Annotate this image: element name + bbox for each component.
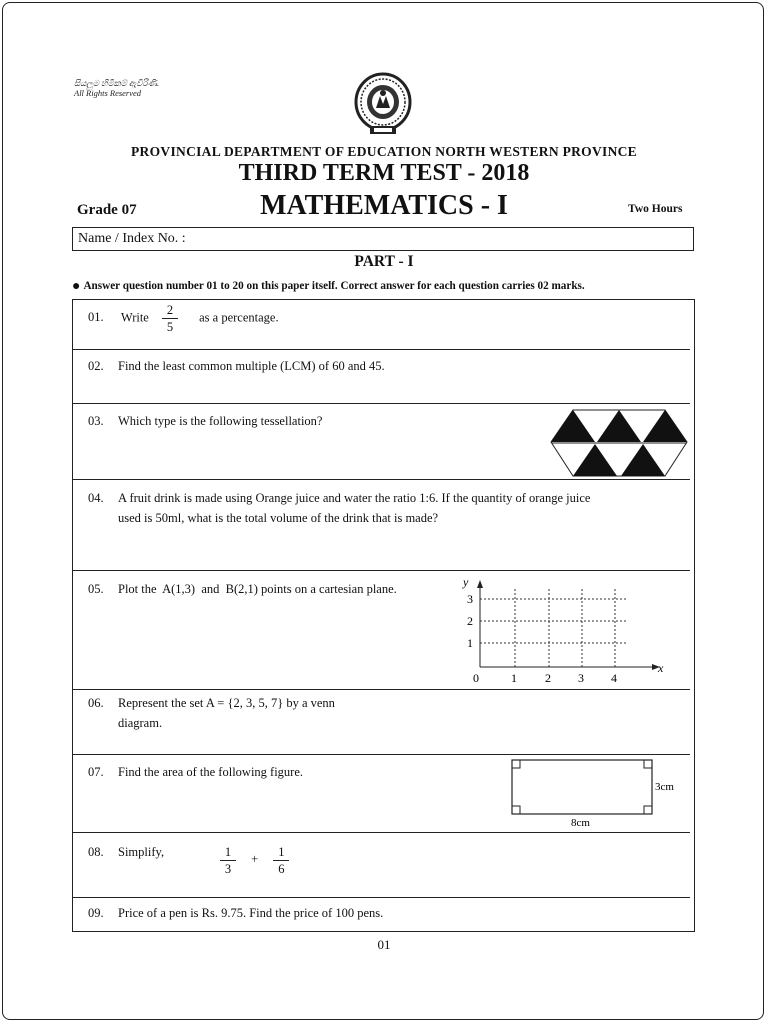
question-divider bbox=[72, 479, 690, 480]
question-divider bbox=[72, 897, 690, 898]
duration-label: Two Hours bbox=[628, 203, 683, 215]
name-index-label: Name / Index No. : bbox=[78, 231, 186, 246]
rights-english: All Rights Reserved bbox=[74, 88, 142, 98]
subject-title: MATHEMATICS - I bbox=[260, 190, 508, 221]
cartesian-grid bbox=[455, 575, 670, 687]
question-divider bbox=[72, 689, 690, 690]
question-07: 07. Find the area of the following figure. bbox=[88, 765, 304, 779]
question-divider bbox=[72, 570, 690, 571]
question-02: 02. Find the least common multiple (LCM) of 60 and 45. bbox=[88, 359, 385, 373]
question-05: 05. Plot the A(1,3) and B(2,1) points on a cartesian plane. bbox=[88, 582, 397, 596]
fraction: $\frac{1}{3}$ bbox=[220, 845, 236, 876]
emblem-icon bbox=[352, 72, 414, 138]
question-09: 09. Price of a pen is Rs. 9.75. Find the price of 100 pens. bbox=[88, 906, 384, 920]
bullet-icon: ● bbox=[72, 279, 81, 294]
simplify-expression: $\frac{1}{3}$ + $\frac{1}{6}$ bbox=[220, 845, 289, 876]
part-title: PART - I bbox=[354, 253, 414, 270]
term-test-title: THIRD TERM TEST - 2018 bbox=[238, 160, 530, 186]
x-axis-label: x bbox=[658, 661, 664, 675]
question-06: 06. Represent the set A = {2, 3, 5, 7} by a venn diagram. bbox=[88, 696, 335, 730]
question-divider bbox=[72, 349, 690, 350]
grade-label: Grade 07 bbox=[77, 202, 137, 218]
x-tick: 0 bbox=[473, 671, 479, 685]
y-tick: 3 bbox=[467, 592, 473, 606]
x-tick: 4 bbox=[611, 671, 617, 685]
question-04: 04. A fruit drink is made using Orange juice and water the ratio 1:6. If the quantity of orange juice used is 50ml, what is the total volume of the drink that is made? bbox=[88, 491, 591, 525]
rectangle-figure bbox=[508, 756, 683, 830]
question-divider bbox=[72, 832, 690, 833]
instruction bbox=[72, 278, 585, 294]
rights-sinhala: සියලුම හිමිකම් ඇවිරිණි. bbox=[74, 78, 160, 88]
question-01: 01. Write $\frac{2}{5}$ as a percentage. bbox=[88, 303, 279, 334]
copyright-notice bbox=[74, 78, 159, 98]
x-tick: 1 bbox=[511, 671, 517, 685]
page-number: 01 bbox=[377, 937, 391, 952]
fraction: $\frac{2}{5}$ bbox=[162, 303, 178, 334]
width-label: 8cm bbox=[571, 817, 590, 829]
x-tick: 3 bbox=[578, 671, 584, 685]
question-divider bbox=[72, 754, 690, 755]
height-label: 3cm bbox=[655, 781, 674, 793]
question-03: 03. Which type is the following tessellation? bbox=[88, 414, 323, 428]
instruction-text: Answer question number 01 to 20 on this paper itself. Correct answer for each question carries 02 marks. bbox=[83, 280, 585, 292]
name-index-field[interactable] bbox=[72, 227, 694, 251]
x-tick: 2 bbox=[545, 671, 551, 685]
question-divider bbox=[72, 403, 690, 404]
y-tick: 2 bbox=[467, 614, 473, 628]
tessellation-figure bbox=[549, 408, 689, 478]
y-axis-label: y bbox=[463, 575, 469, 589]
y-tick: 1 bbox=[467, 636, 473, 650]
department-title: PROVINCIAL DEPARTMENT OF EDUCATION NORTH WESTERN PROVINCE bbox=[131, 144, 637, 159]
fraction: $\frac{1}{6}$ bbox=[273, 845, 289, 876]
question-08: 08. Simplify, bbox=[88, 845, 165, 859]
